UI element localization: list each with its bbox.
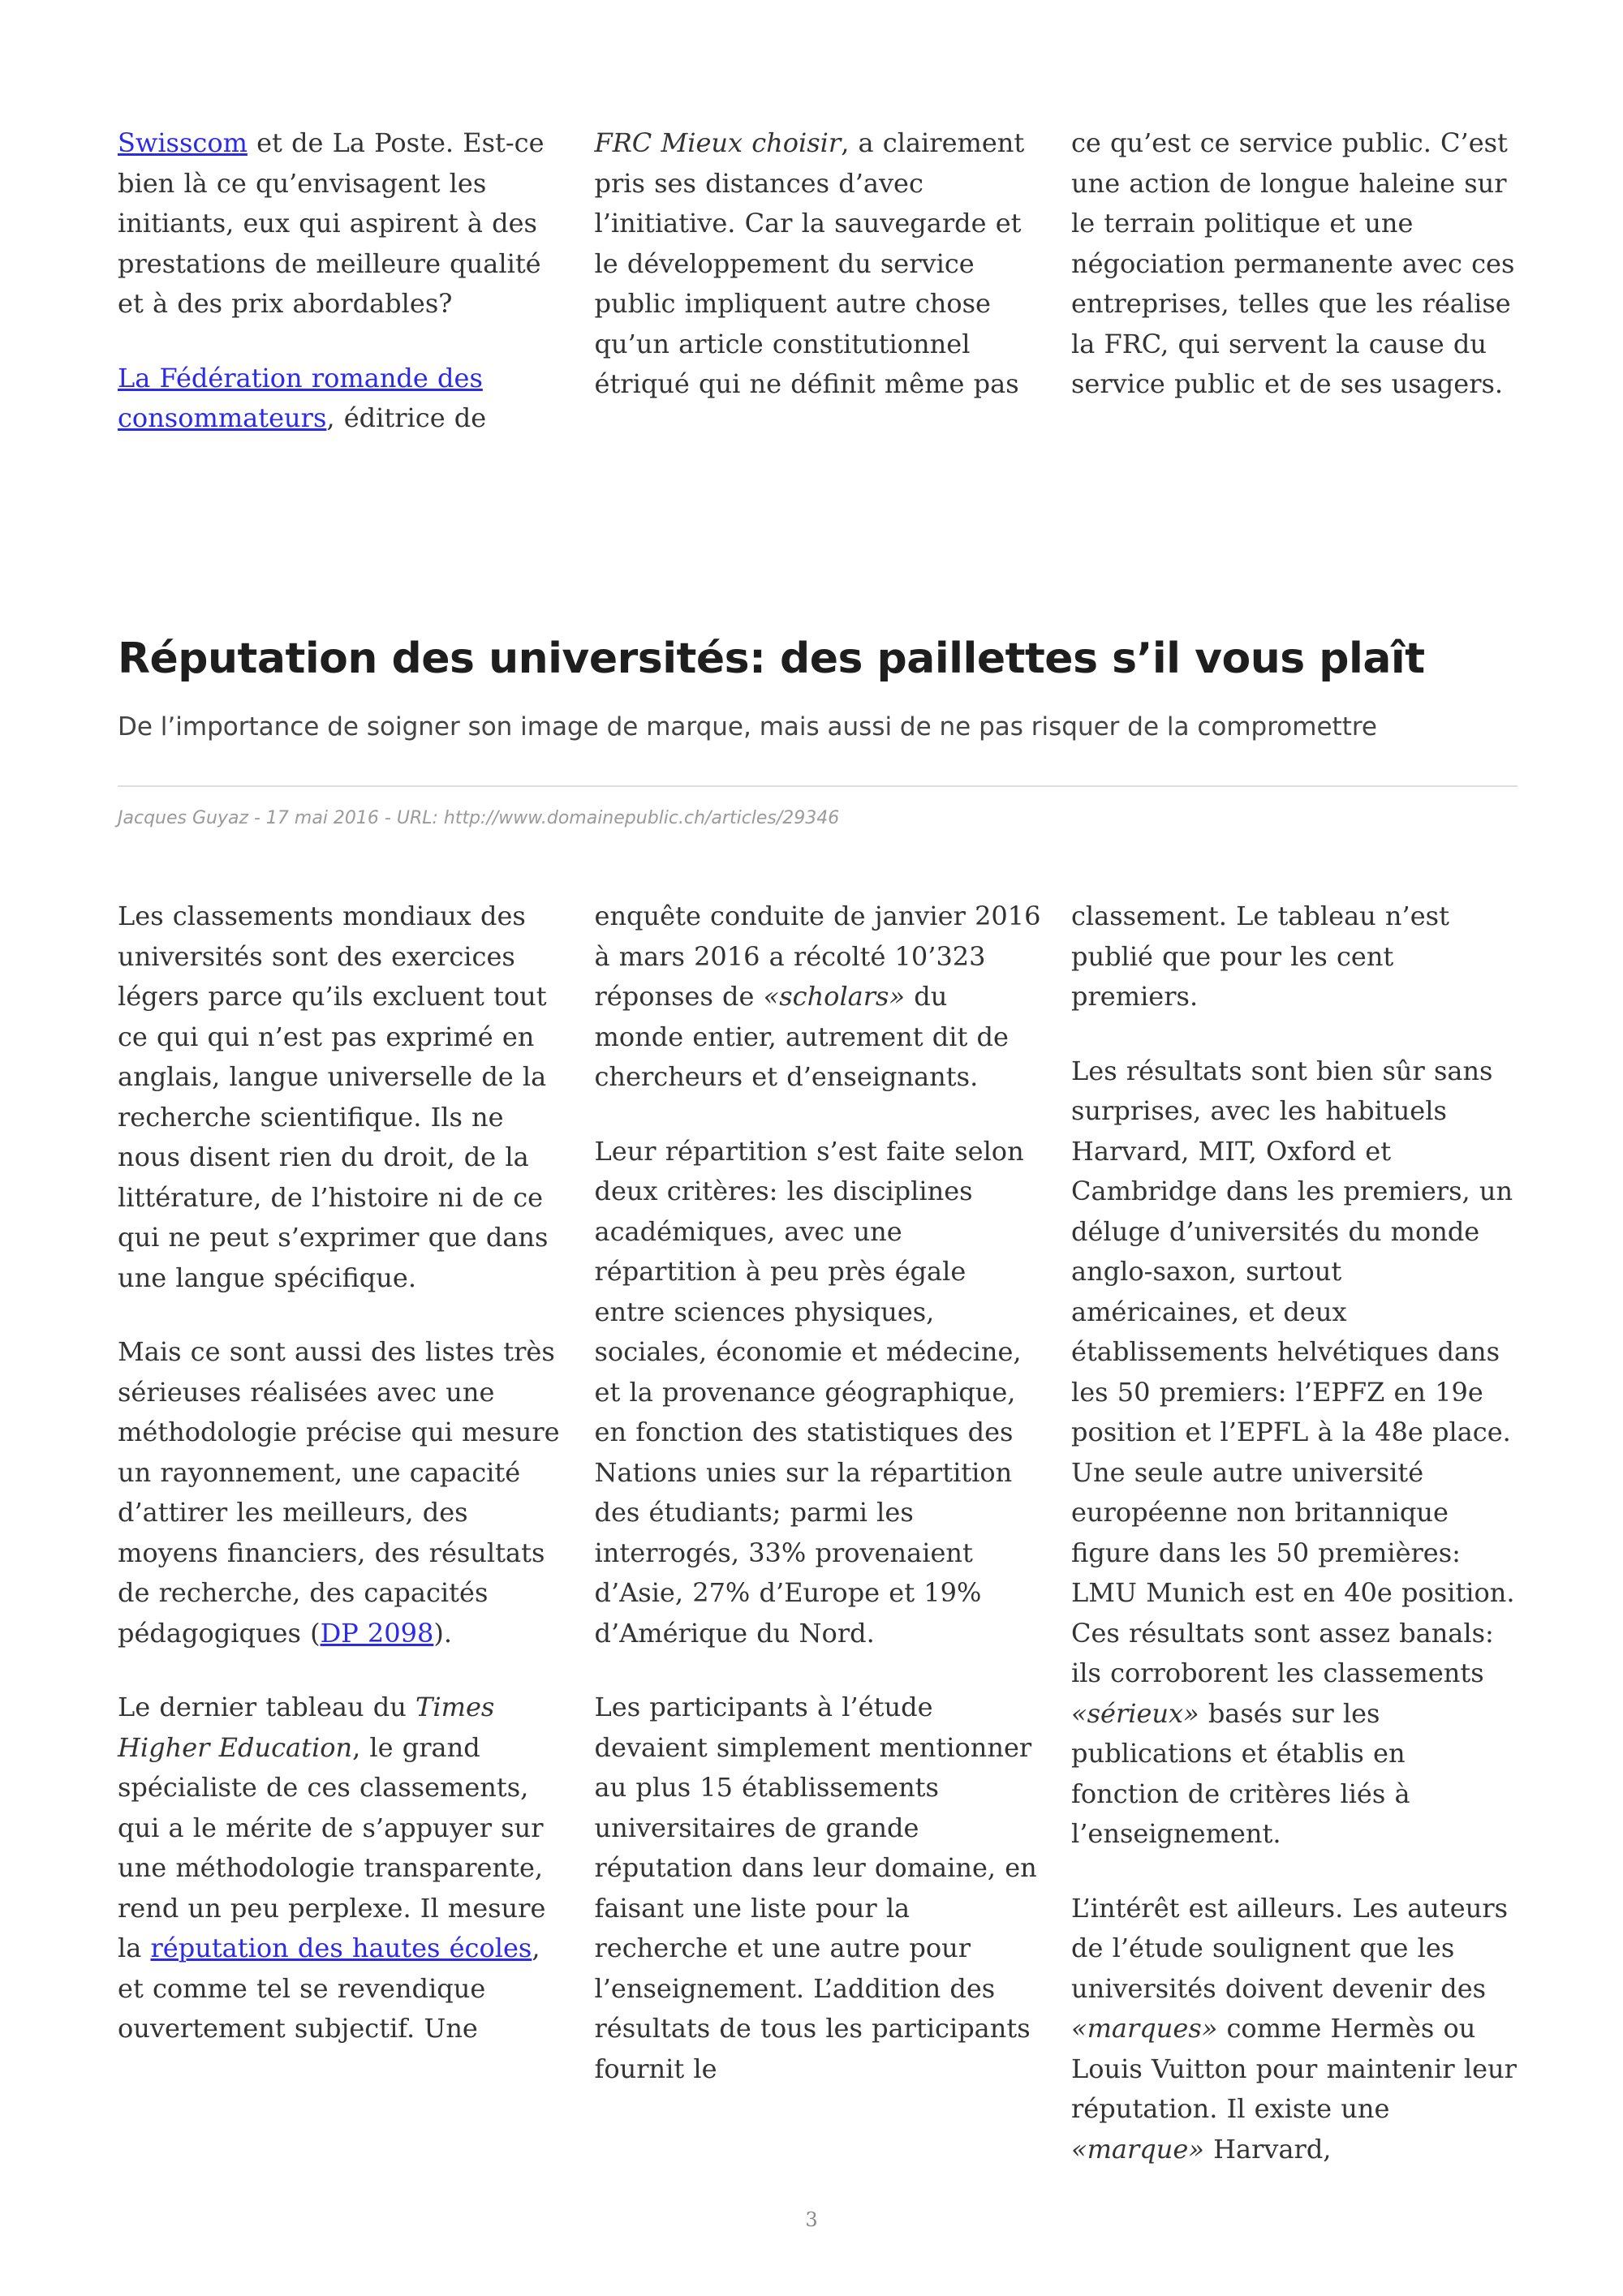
frc-link[interactable]: La Fédération romande des consommateurs <box>118 362 483 433</box>
swisscom-link[interactable]: Swisscom <box>118 127 248 158</box>
paragraph: classement. Le tableau n’est publié que pour les cent premiers. <box>1071 901 1449 1012</box>
paragraph: ce qu’est ce service public. C’est une action de longue haleine sur le terrain politique et une négociation permanente avec ces entreprises, telles que les réalise la FRC, qui servent la cause du service public et de ses usagers. <box>1071 127 1515 399</box>
column-2 <box>595 123 1041 439</box>
article-meta: Jacques Guyaz - 17 mai 2016 - URL: http://www.domainepublic.ch/articles/29346 <box>118 808 840 828</box>
paragraph: Les participants à l’étude devaient simplement mentionner au plus 15 établissements universitaires de grande réputation dans leur domaine, en faisant une liste pour la recherche et une autre pour l’enseignement. L’addition des résultats de tous les participants fournit le <box>594 1692 1037 2084</box>
dp-2098-link[interactable]: DP 2098 <box>320 1617 434 1649</box>
paragraph: Le dernier tableau du Times Higher Education, le grand spécialiste de ces classements, qui a le mérite de s’appuyer sur une méthodologie transparente, rend un peu perplexe. Il mesure la réputation des hautes écoles, et comme tel se revendique ouvertement subjectif. Une <box>118 1692 546 2044</box>
page-number: 3 <box>805 2208 818 2231</box>
paragraph: FRC Mieux choisir, a clairement pris ses distances d’avec l’initiative. Car la sauvegarde et le développement du service public impliquent autre chose qu’un article constitutionnel étriqué qui ne définit même pas <box>594 127 1025 399</box>
paragraph: enquête conduite de janvier 2016 à mars 2016 a récolté 10’323 réponses de «scholars» du monde entier, autrement dit de chercheurs et d’enseignants. <box>594 901 1041 1092</box>
article-subtitle: De l’importance de soigner son image de marque, mais aussi de ne pas risquer de la compromettre <box>118 712 1377 742</box>
continued-article-columns <box>118 123 1518 439</box>
column-3 <box>1071 896 1518 2169</box>
divider <box>118 785 1518 787</box>
paragraph: Les résultats sont bien sûr sans surprises, avec les habituels Harvard, MIT, Oxford et Cambridge dans les premiers, un déluge d’universités du monde anglo-saxon, surtout américaines, et deux établissements helvétiques dans les 50 premiers: l’EPFZ en 19e position et l’EPFL à la 48e place. Une seule autre université européenne non britannique figure dans les 50 premières: LMU Munich est en 40e position. Ces résultats sont assez banals: ils corroborent les classements «sérieux» basés sur les publications et établis en fonction de critères liés à l’enseignement. <box>1071 1055 1515 1849</box>
paragraph: Swisscom et de La Poste. Est-ce bien là ce qu’envisagent les initiants, eux qui aspirent à des prestations de meilleure qualité et à des prix abordables? <box>118 127 545 319</box>
article-title: Réputation des universités: des paillettes s’il vous plaît <box>118 634 1425 683</box>
article-body <box>118 896 1518 2169</box>
paragraph: Mais ce sont aussi des listes très sérieuses réalisées avec une méthodologie précise qui mesure un rayonnement, une capacité d’attirer les meilleurs, des moyens financiers, des résultats de recherche, des capacités pédagogiques (DP 2098). <box>118 1336 560 1649</box>
column-3 <box>1071 123 1518 439</box>
paragraph: L’intérêt est ailleurs. Les auteurs de l’étude soulignent que les universités doivent devenir des «marques» comme Hermès ou Louis Vuitton pour maintenir leur réputation. Il existe une «marque» Harvard, <box>1071 1892 1517 2165</box>
column-1 <box>118 896 564 2169</box>
paragraph: La Fédération romande des consommateurs, éditrice de <box>118 362 487 433</box>
reputation-link[interactable]: réputation des hautes écoles <box>150 1933 532 1963</box>
column-2 <box>595 896 1041 2169</box>
paragraph: Les classements mondiaux des universités sont des exercices légers parce qu’ils excluent tout ce qui qui n’est pas exprimé en anglais, langue universelle de la recherche scientifique. Ils ne nous disent rien du droit, de la littérature, de l’histoire ni de ce qui ne peut s’exprimer que dans une langue spécifique. <box>118 901 549 1293</box>
column-1 <box>118 123 564 439</box>
paragraph: Leur répartition s’est faite selon deux critères: les disciplines académiques, avec une répartition à peu près égale entre sciences physiques, sociales, économie et médecine, et la provenance géographique, en fonction des statistiques des Nations unies sur la répartition des étudiants; parmi les interrogés, 33% provenaient d’Asie, 27% d’Europe et 19% d’Amérique du Nord. <box>594 1135 1024 1649</box>
